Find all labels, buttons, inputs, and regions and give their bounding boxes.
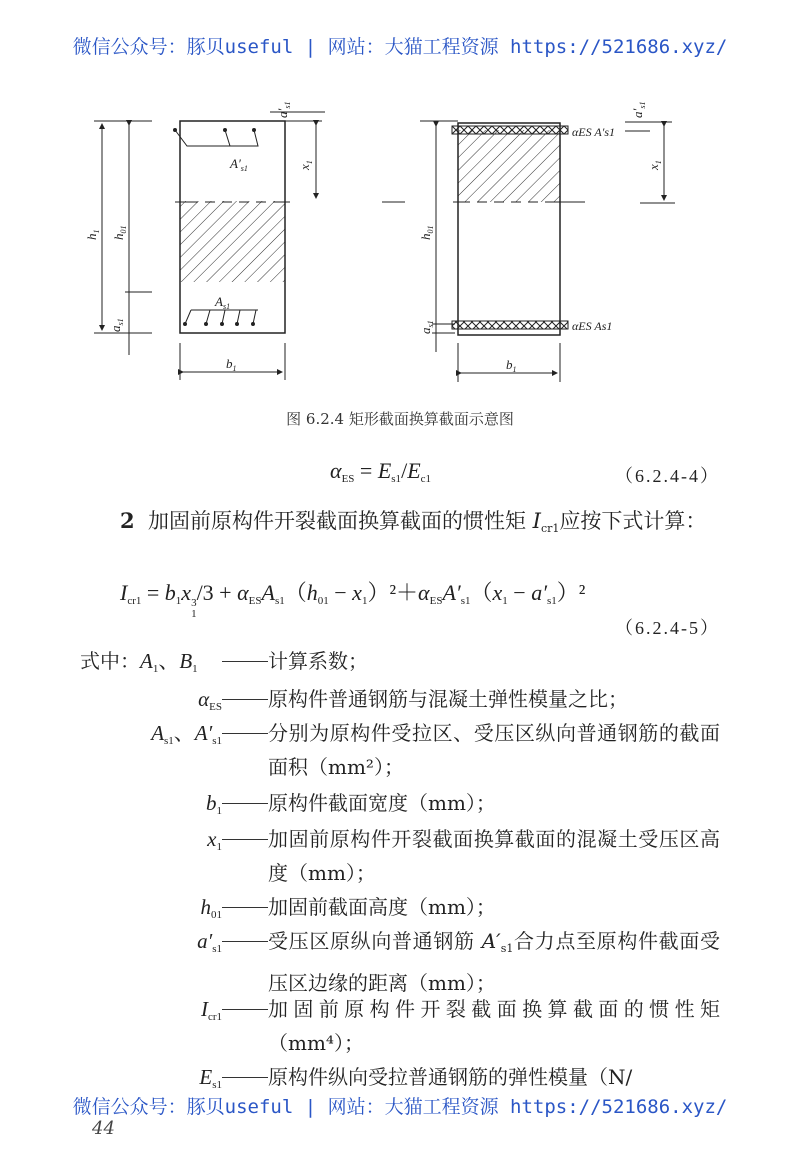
label-as1: $a_{s1}$ <box>108 318 125 332</box>
math-symbol: $x_1$ <box>492 580 508 607</box>
definition-term <box>151 716 222 758</box>
text: 计算系数； <box>268 649 368 673</box>
em-dash <box>222 1077 268 1078</box>
text: 原构件截面宽度（mm）； <box>268 791 496 815</box>
math-operator: ）²＋ <box>367 580 419 605</box>
math-symbol: $A'_{s1}$ <box>481 929 514 955</box>
definitions-prefix: 式中： <box>80 649 140 673</box>
label-x1: $x_1$ <box>297 160 314 170</box>
section-diagram <box>80 90 720 390</box>
math-symbol: $I_{cr1}$ <box>120 580 142 607</box>
definition-text <box>268 786 720 820</box>
math-symbol: $E_{s1}$ <box>199 1065 222 1091</box>
text: 加固前原构件开裂截面换算截面的惯性矩（mm⁴）； <box>268 997 720 1055</box>
math-symbol: $A_{s1}$ <box>151 721 174 747</box>
em-dash <box>222 941 268 942</box>
math-operator: /3 + <box>196 580 238 605</box>
svg-text:as1: $a_{s1}$ <box>418 320 435 334</box>
math-symbol: $B_1$ <box>179 649 198 675</box>
text: 加固前截面高度（mm）； <box>268 895 496 919</box>
math-symbol: $E_{s1}$ <box>377 458 402 485</box>
math-symbol: $\alpha_{ES}$ <box>418 580 443 607</box>
text: 原构件纵向受拉普通钢筋的弹性模量（N/ <box>268 1065 633 1089</box>
math-symbol: $a'_{s1}$ <box>531 580 557 607</box>
label-h1: $h_1$ <box>84 229 101 240</box>
rc-section-left <box>84 102 405 380</box>
math-symbol: $\alpha_{ES}$ <box>330 458 355 485</box>
watermark-top: 微信公众号：豚贝useful | 网站：大猫工程资源 https://521686.xyz/ <box>72 36 728 58</box>
math-operator: ）² <box>556 580 586 605</box>
math-symbol: $\alpha_{ES}$ <box>237 580 262 607</box>
math-operator: （ <box>284 580 307 605</box>
em-dash <box>222 733 268 734</box>
em-dash <box>222 839 268 840</box>
em-dash <box>222 907 268 908</box>
definition-text <box>268 644 720 678</box>
definition-text <box>268 924 720 1000</box>
math-symbol: $E_{c1}$ <box>407 458 432 485</box>
math-symbol: $h_{01}$ <box>306 580 329 607</box>
equation-6-2-4-5 <box>120 576 585 620</box>
math-symbol: x 3 1 <box>181 580 197 620</box>
definition-term <box>140 644 198 686</box>
definition-term <box>201 992 222 1034</box>
label-alpha-es-As1: αES As1 <box>572 319 613 333</box>
svg-text:b1: $b_1$ <box>506 357 517 374</box>
svg-text:a′s1: $a'_{s1}$ <box>630 101 647 118</box>
figure-caption: 图 6.2.4 矩形截面换算截面示意图 <box>286 410 514 428</box>
label-As1: $A_{s1}$ <box>215 294 231 311</box>
text: 受压区原纵向普通钢筋 <box>268 929 482 953</box>
label-A-prime-s1: $A'_{s1}$ <box>230 156 248 173</box>
symbol-icr1: $I_{cr1}$ <box>532 509 560 535</box>
equation-number-4: （6.2.4-4） <box>615 466 720 486</box>
math-symbol: $A_{s1}$ <box>261 580 285 607</box>
text: 原构件普通钢筋与混凝土弹性模量之比； <box>268 687 628 711</box>
page-number: 44 <box>92 1118 115 1139</box>
math-operator: − <box>507 580 532 605</box>
math-symbol: $A'_{s1}$ <box>194 721 222 747</box>
math-symbol: $I_{cr1}$ <box>200 997 222 1023</box>
math-symbol: $a'_{s1}$ <box>197 929 222 955</box>
em-dash <box>222 1009 268 1010</box>
math-symbol: $b_1$ <box>164 580 182 607</box>
svg-text:x1: $x_1$ <box>646 160 663 170</box>
label-a-prime-s1: $a'_{s1}$ <box>275 101 292 118</box>
definition-text <box>268 1060 720 1094</box>
text: 合力点至原构件截面受压区边缘的距离（mm）； <box>268 929 721 995</box>
label-b1: $b_1$ <box>226 356 237 373</box>
item-number: 2 <box>120 508 135 533</box>
text: 分别为原构件受拉区、受压区纵向普通钢筋的截面面积（mm²）； <box>268 721 720 779</box>
math-symbol: $b_1$ <box>206 791 222 817</box>
math-symbol: $h_{01}$ <box>200 895 222 921</box>
math-operator: / <box>401 458 408 483</box>
definition-text <box>268 716 720 784</box>
paragraph-item-2: 2 加固前原构件开裂截面换算截面的惯性矩 $I_{cr1}$应按下式计算： <box>120 508 707 535</box>
definition-text <box>268 992 720 1060</box>
math-symbol: $x_1$ <box>207 827 222 853</box>
math-operator: （ <box>470 580 493 605</box>
definition-term <box>197 924 222 966</box>
math-operator: − <box>328 580 353 605</box>
math-symbol: $A_1$ <box>140 649 159 675</box>
equation-number-5: （6.2.4-5） <box>615 618 720 638</box>
definition-text <box>268 682 720 716</box>
math-operator: = <box>141 580 165 605</box>
definition-term <box>207 822 222 864</box>
math-symbol: $\alpha_{ES}$ <box>198 687 222 713</box>
definition-text <box>268 890 720 924</box>
converted-section-right <box>418 102 675 382</box>
label-h01: $h_{01}$ <box>111 225 128 240</box>
em-dash <box>222 803 268 804</box>
math-operator: 、 <box>173 721 195 745</box>
math-operator: 、 <box>158 649 180 673</box>
definition-text <box>268 822 720 890</box>
watermark-bottom: 微信公众号：豚贝useful | 网站：大猫工程资源 https://521686.xyz/ <box>72 1096 728 1118</box>
em-dash <box>222 699 268 700</box>
svg-text:h01: $h_{01}$ <box>418 225 435 240</box>
label-alpha-es-A-prime-s1: αES A′s1 <box>572 125 616 139</box>
text: 加固前原构件开裂截面换算截面的混凝土受压区高度（mm）； <box>268 827 720 885</box>
math-symbol: $A'_{s1}$ <box>442 580 471 607</box>
em-dash <box>222 661 268 662</box>
math-operator: = <box>354 458 378 483</box>
equation-6-2-4-4 <box>330 458 431 485</box>
math-symbol: $x_1$ <box>352 580 368 607</box>
